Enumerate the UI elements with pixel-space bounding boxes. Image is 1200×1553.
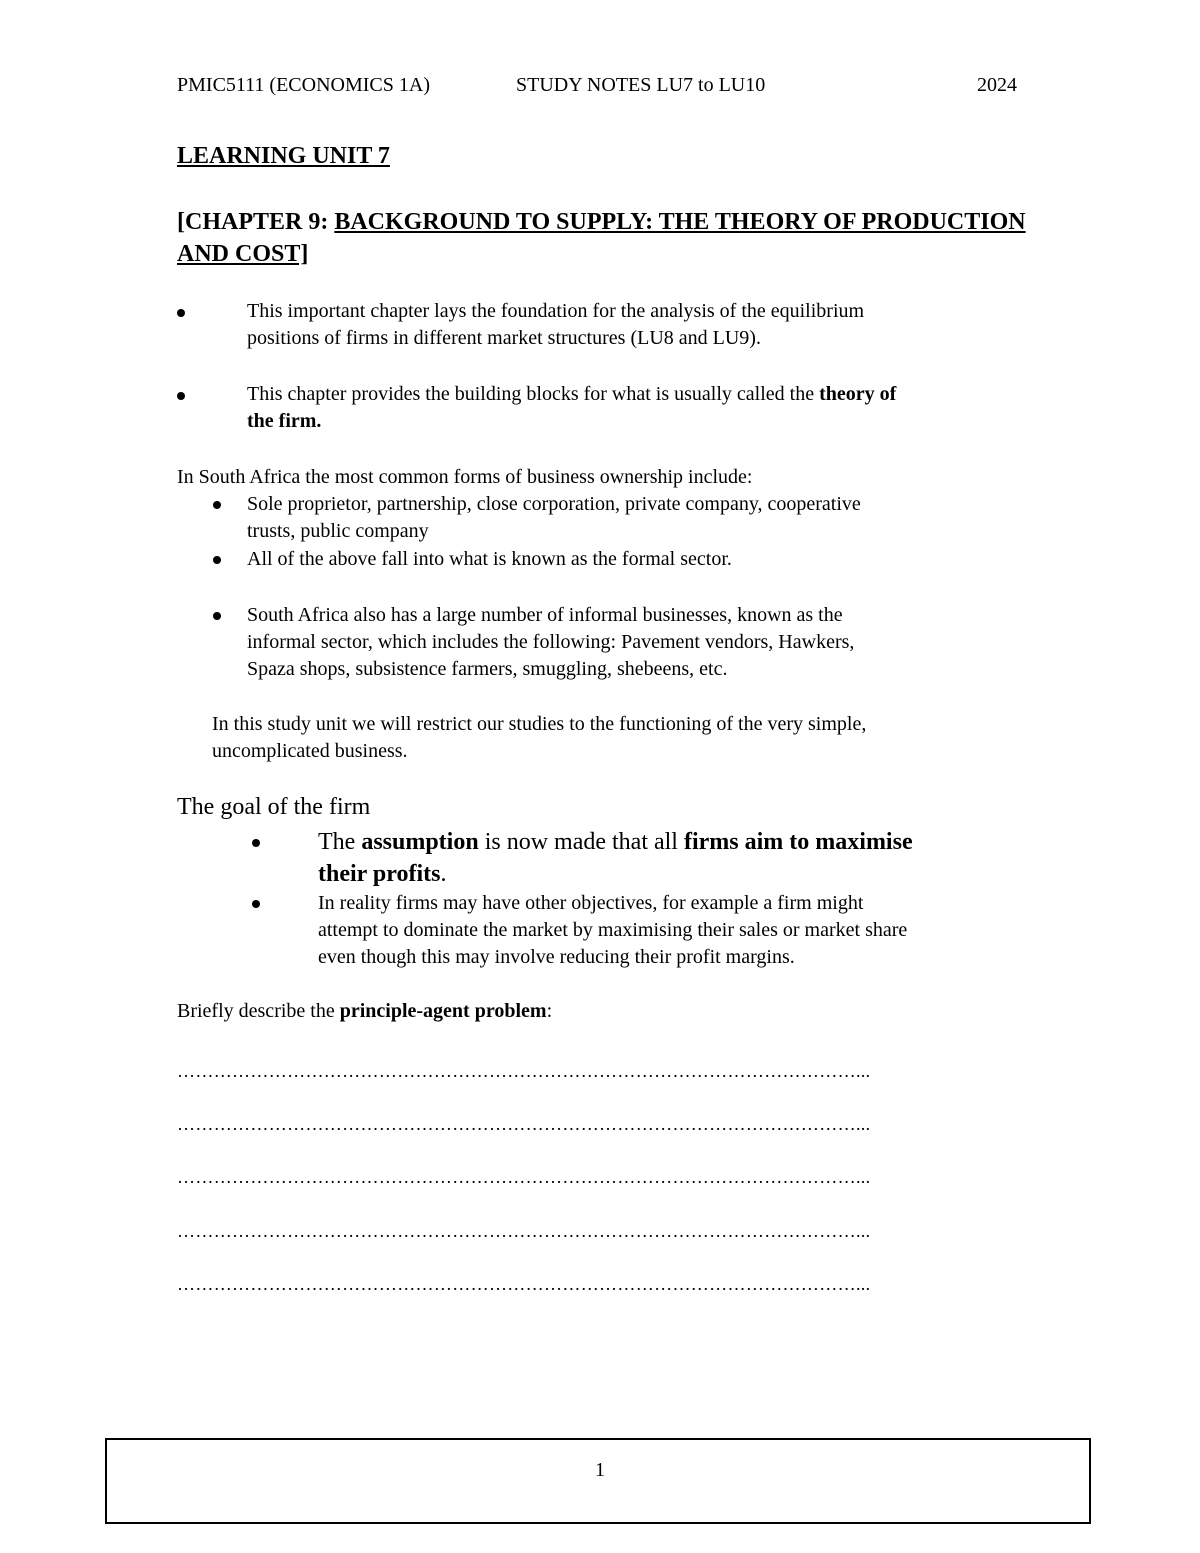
question-pre: Briefly describe the bbox=[177, 1000, 340, 1022]
header-year: 2024 bbox=[977, 74, 1017, 96]
answer-line: …………………………………………………………………………………………………... bbox=[177, 1221, 871, 1241]
bullet-icon bbox=[252, 900, 260, 908]
intro-bullet-1-line-1: This important chapter lays the foundation for the analysis of the equilibrium bbox=[247, 300, 865, 322]
bullet-icon bbox=[213, 501, 221, 509]
page-number: 1 bbox=[595, 1459, 605, 1481]
goal-heading: The goal of the firm bbox=[177, 794, 371, 820]
header-notes: STUDY NOTES LU7 to LU10 bbox=[516, 74, 766, 96]
goal-bullet-2-line-1: In reality firms may have other objectives, for example a firm might bbox=[318, 892, 864, 914]
ownership-item-2: All of the above fall into what is known as the formal sector. bbox=[247, 548, 732, 570]
goal-b1-pre: The bbox=[318, 829, 362, 855]
answer-line: …………………………………………………………………………………………………... bbox=[177, 1167, 871, 1187]
goal-bullet-2-line-3: even though this may involve reducing their profit margins. bbox=[318, 946, 795, 968]
bullet-icon bbox=[177, 392, 185, 400]
ownership-lead: In South Africa the most common forms of business ownership include: bbox=[177, 466, 753, 488]
bullet-icon bbox=[177, 309, 185, 317]
goal-b1-mid: is now made that all bbox=[478, 829, 684, 855]
ownership-item-1-line-2: trusts, public company bbox=[247, 520, 429, 542]
question-bold: principle-agent problem bbox=[339, 1000, 547, 1022]
chapter-prefix: [CHAPTER 9: bbox=[177, 209, 335, 235]
unit-title: LEARNING UNIT 7 bbox=[177, 143, 390, 169]
restrict-line-2: uncomplicated business. bbox=[212, 740, 408, 762]
goal-bullet-2-line-2: attempt to dominate the market by maximising their sales or market share bbox=[318, 919, 908, 941]
ownership-item-3-line-2: informal sector, which includes the following: Pavement vendors, Hawkers, bbox=[247, 631, 855, 653]
intro-bullet-2-text: This chapter provides the building blocks for what is usually called the bbox=[247, 383, 820, 405]
goal-b1-assumption: assumption bbox=[361, 829, 479, 855]
ownership-item-3-line-3: Spaza shops, subsistence farmers, smuggling, shebeens, etc. bbox=[247, 658, 728, 680]
chapter-heading bbox=[177, 206, 1037, 270]
intro-bullet-2-line-2: the firm. bbox=[247, 410, 322, 432]
goal-bullet-1-line-2 bbox=[318, 858, 446, 890]
bullet-icon bbox=[213, 612, 221, 620]
goal-b1-their-profits: their profits bbox=[318, 861, 441, 887]
goal-b1-end: . bbox=[440, 861, 447, 887]
goal-b1-firms-aim: firms aim to maximise bbox=[683, 829, 913, 855]
intro-bullet-2-line-1 bbox=[247, 381, 896, 408]
answer-line: …………………………………………………………………………………………………... bbox=[177, 1114, 871, 1134]
header-course: PMIC5111 (ECONOMICS 1A) bbox=[177, 74, 430, 96]
bullet-icon bbox=[213, 556, 221, 564]
bullet-icon bbox=[252, 839, 260, 847]
question-post: : bbox=[546, 1000, 553, 1022]
intro-bullet-1-line-2: positions of firms in different market structures (LU8 and LU9). bbox=[247, 327, 761, 349]
ownership-item-1-line-1: Sole proprietor, partnership, close corporation, private company, cooperative bbox=[247, 493, 861, 515]
question-prompt bbox=[177, 998, 552, 1025]
restrict-line-1: In this study unit we will restrict our studies to the functioning of the very simple, bbox=[212, 713, 867, 735]
goal-bullet-1-line-1 bbox=[318, 826, 913, 858]
intro-bullet-2-bold: theory of bbox=[819, 383, 897, 405]
answer-line: …………………………………………………………………………………………………... bbox=[177, 1274, 871, 1294]
answer-line: …………………………………………………………………………………………………... bbox=[177, 1061, 871, 1081]
chapter-title: BACKGROUND TO SUPPLY: THE THEORY OF PRODUCTION AND COST] bbox=[177, 209, 1026, 267]
ownership-item-3-line-1: South Africa also has a large number of informal businesses, known as the bbox=[247, 604, 843, 626]
